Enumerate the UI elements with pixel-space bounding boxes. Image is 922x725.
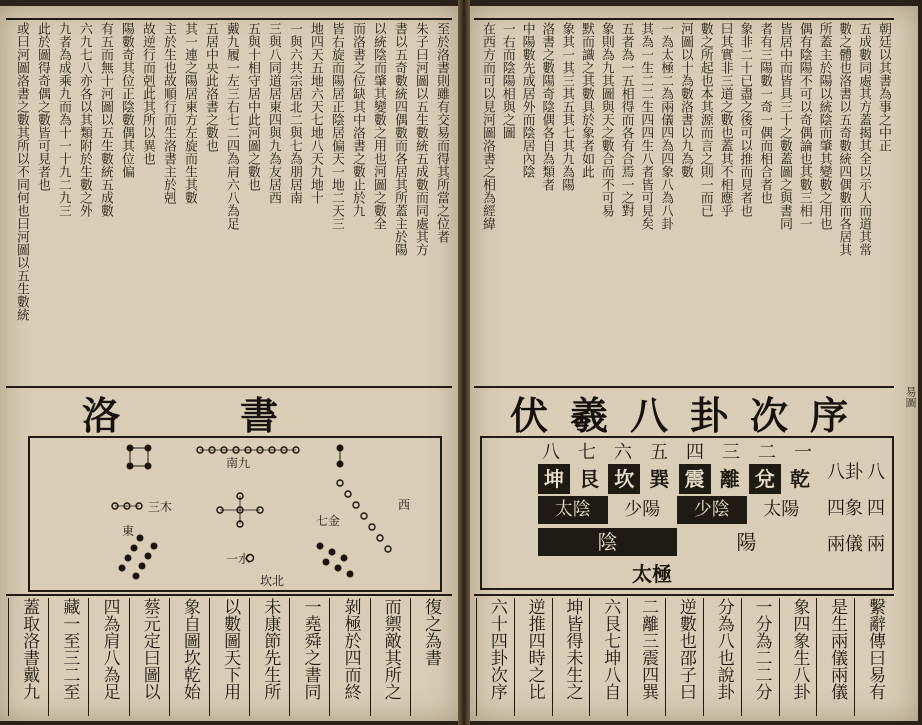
order-number: 一	[794, 442, 812, 463]
label-north: 坎北	[260, 574, 285, 588]
table-cell: 六艮七坤八自	[589, 598, 626, 716]
text-column: 陽數奇其位正陰數偶其位偏	[119, 22, 134, 178]
trigram-cell: 坤	[538, 464, 570, 494]
luoshu-title-band	[60, 388, 420, 436]
text-column: 一與六共宗居北二與七為朋居南	[287, 22, 302, 204]
text-column: 象其一其三其五其七其九為陽	[559, 22, 575, 191]
text-column: 故逆行而剋此其所以異也	[140, 22, 155, 165]
right-commentary-block	[476, 22, 892, 382]
taiji-label: 太極	[632, 562, 672, 586]
text-column: 曰其實非三道之數也蓋其不相應乎	[717, 22, 733, 217]
bottom-section-top-rule	[6, 594, 452, 596]
trigram-cell: 震	[679, 464, 711, 494]
top-border	[474, 18, 894, 20]
table-cell: 象四象生八卦	[779, 598, 816, 716]
text-column: 偶有陰陽不可以奇偶論也其數三相一	[796, 22, 812, 230]
trigram-cell: 艮	[579, 467, 600, 491]
text-column: 朝廷以其書為事之中正	[875, 22, 891, 152]
table-cell: 剝極於四而終	[329, 598, 368, 716]
right-page	[470, 6, 918, 721]
right-bottom-table	[476, 598, 892, 716]
four-images-row	[538, 496, 816, 526]
order-number: 三	[722, 442, 740, 463]
table-cell: 逆數也邵子曰	[665, 598, 702, 716]
table-cell: 四為肩八為足	[88, 598, 127, 716]
two-modes-row	[538, 528, 816, 558]
text-column: 五成數同處其方蓋揭其全以示人而道其常	[856, 22, 872, 256]
table-cell: 六十四卦次序	[476, 598, 513, 716]
text-column: 者有三陽數一奇一偶而相合者也	[757, 22, 773, 204]
left-page	[0, 6, 458, 721]
side-level-number: 兩	[867, 534, 885, 555]
left-commentary-block	[8, 22, 450, 382]
three-dots-east	[112, 503, 142, 509]
text-column: 象則為九其圖與天之數合而不可易	[598, 22, 614, 217]
fuxi-title: 伏羲八卦次序	[509, 392, 870, 438]
table-cell: 逆推四時之比	[514, 598, 551, 716]
text-column: 默而識之其數具於象者如此	[578, 22, 594, 178]
text-column: 在西方而可以見河圖洛書之相為經緯	[479, 22, 495, 230]
table-cell: 而禦敵其所之	[370, 598, 409, 716]
table-cell: 未康節先生所	[249, 598, 288, 716]
order-number: 二	[758, 442, 776, 463]
text-column: 此於圖得奇偶之數皆可見者也	[35, 22, 50, 191]
text-column: 所蓋主於陽以統陰而肇其變數之用也	[816, 22, 832, 230]
table-cell: 繫辭傳曰易有	[854, 598, 891, 716]
table-cell: 以數圖天下用	[209, 598, 248, 716]
label-one: 一水	[226, 552, 251, 566]
text-column: 至於洛書則雖有交易而得其所當之位者	[434, 22, 449, 243]
side-level-label: 四象	[827, 498, 863, 519]
text-column: 五與十相守居中此河圖之數也	[245, 22, 260, 191]
table-cell: 分為八也說卦	[703, 598, 740, 716]
table-cell: 蔡元定曰圖以	[129, 598, 168, 716]
table-cell: 坤皆得未生之	[552, 598, 589, 716]
text-column: 皆右旋而陽居正陰居偏天一地二天三	[329, 22, 344, 230]
trigram-row	[538, 464, 816, 494]
text-column: 書以五奇數統四偶數而各居其所蓋主於陽	[392, 22, 407, 256]
text-column: 五者為一五相得而各有合焉一之對	[618, 22, 634, 217]
label-seven: 七金	[316, 514, 341, 528]
five-dots-center	[217, 493, 263, 527]
trigram-cell: 巽	[649, 467, 670, 491]
text-column: 河圖以十為數洛書以九為數	[677, 22, 693, 178]
table-cell: 一堯舜之書同	[289, 598, 328, 716]
trigram-cell: 離	[719, 467, 740, 491]
order-number: 六	[614, 442, 632, 463]
side-level-number: 四	[867, 498, 885, 519]
two-mode-cell: 陰	[538, 528, 677, 556]
eight-dots-northeast	[119, 535, 158, 580]
text-column: 中陽數先成居外而陰居內陰	[519, 22, 535, 178]
top-border	[6, 18, 452, 20]
text-column: 洛書之數陽奇陰偶各自為類者	[539, 22, 555, 191]
table-cell: 蓋取洛書戴九	[8, 598, 47, 716]
fuxi-title-band	[490, 388, 890, 436]
nine-dots-south	[197, 447, 299, 453]
text-column: 地四天五地六天七地八天九地十	[308, 22, 323, 204]
text-column: 數之所起也本其源而言之則一而已	[697, 22, 713, 217]
two-dots-southwest	[337, 445, 344, 468]
four-dots-southeast	[127, 445, 152, 470]
side-level-label: 八卦	[827, 462, 863, 483]
text-column: 皆居中而皆具三十之數蓋圖之與書同	[776, 22, 792, 230]
table-cell: 是生兩儀兩儀	[816, 598, 853, 716]
text-column: 以統陰而肇其變數之用也河圖之數全	[371, 22, 386, 230]
trigram-cell: 坎	[608, 464, 640, 494]
bottom-section-top-rule	[474, 594, 894, 596]
text-column: 象非二十已盡之後可以推而見者也	[737, 22, 753, 217]
table-cell: 象自圖坎乾始	[169, 598, 208, 716]
four-image-cell: 少陰	[677, 496, 747, 524]
trigram-cell: 兌	[749, 464, 781, 494]
side-level-label: 兩儀	[827, 534, 863, 555]
table-cell: 二離三震四巽	[627, 598, 664, 716]
text-column: 九者為成乘九而為十一十九二九三	[56, 22, 71, 217]
label-south: 南九	[226, 456, 251, 470]
text-column: 而洛書之位缺其中洛書之數止於九	[350, 22, 365, 217]
text-column: 三與八同道居東四與九為友居西	[266, 22, 281, 204]
table-cell: 藏一至三二至	[48, 598, 87, 716]
table-cell: 一分為二二分	[741, 598, 778, 716]
order-number: 四	[686, 442, 704, 463]
order-number: 七	[578, 442, 596, 463]
two-mode-cell: 陽	[736, 530, 757, 554]
luoshu-title: 洛書	[81, 392, 398, 438]
text-column: 或曰河圖洛書之數其所以不同何也曰河圖以五生數統	[14, 22, 29, 321]
seven-dots-west	[337, 480, 391, 552]
trigram-cell: 乾	[789, 467, 810, 491]
left-bottom-table	[8, 598, 450, 716]
text-column: 主於生也故順行而生洛書主於剋	[161, 22, 176, 204]
text-column: 朱子曰河圖以五生數統五成數而同處其方	[413, 22, 428, 256]
side-level-number: 八	[867, 462, 885, 483]
text-column: 一右而陰陽相與之圖	[499, 22, 515, 139]
text-column: 一為太極二為兩儀四為四象八為八卦	[658, 22, 674, 230]
order-numbers-row	[542, 438, 812, 464]
four-image-cell: 太陽	[763, 499, 800, 520]
label-west: 西	[398, 498, 411, 512]
four-image-cell: 少陽	[624, 499, 661, 520]
label-east: 東	[122, 524, 135, 538]
book-gutter	[458, 0, 470, 725]
text-column: 數之體也洛書以五奇數統四偶數而各居其	[836, 22, 852, 256]
fuxi-diagram-frame	[480, 436, 894, 590]
text-column: 戴九履一左三右七二四為肩六八為足	[224, 22, 239, 230]
six-dots-northwest	[317, 543, 354, 578]
text-column: 其為一生二二生四四生八者皆可見矣	[638, 22, 654, 230]
table-cell: 復之為書	[410, 598, 449, 716]
text-column: 六九七八亦各以其類附於生數之外	[77, 22, 92, 217]
label-three: 三木	[148, 500, 173, 514]
text-column: 五居中央此洛書之數也	[203, 22, 218, 152]
order-number: 五	[650, 442, 668, 463]
four-image-cell: 太陰	[538, 496, 608, 524]
side-label-column	[827, 458, 887, 568]
text-column: 其一連之陽居東方左旋而生其數	[182, 22, 197, 204]
luoshu-diagram-frame	[28, 436, 442, 592]
text-column: 有五而無十河圖以五生數統五成數	[98, 22, 113, 217]
right-edge-label: 易圖	[904, 386, 917, 408]
order-number: 八	[542, 442, 560, 463]
